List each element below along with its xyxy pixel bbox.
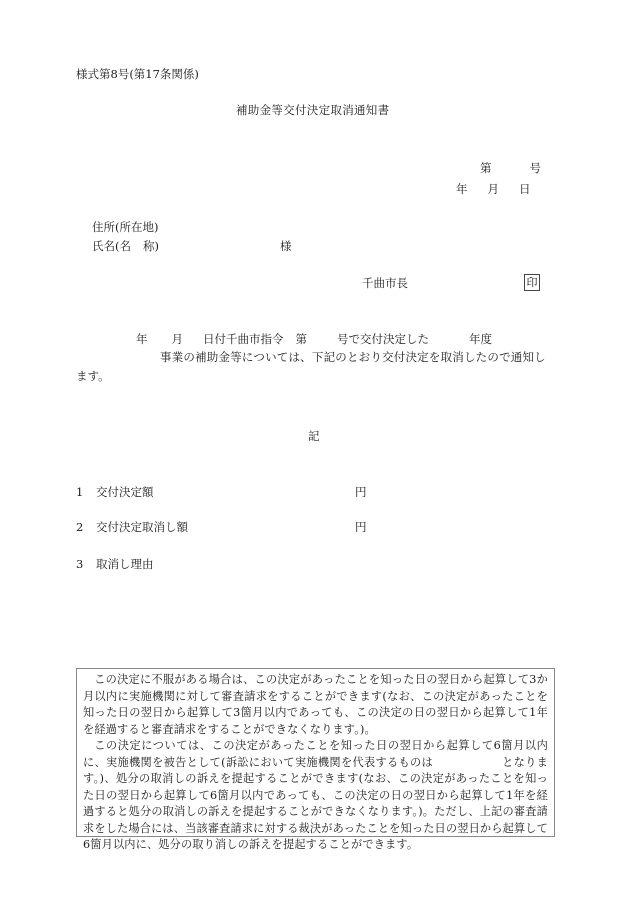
- issue-date-year: 年: [456, 182, 468, 196]
- recipient-address-label: 住所(所在地): [92, 220, 159, 234]
- item-grant-amount-unit: 円: [355, 485, 367, 499]
- body-fiscal-year: 年度: [469, 332, 492, 346]
- item-grant-amount: [76, 487, 154, 499]
- recipient-honorific: 様: [280, 239, 292, 253]
- body-dai: 第: [295, 332, 307, 346]
- item-label: 交付決定額: [96, 485, 154, 499]
- item-cancel-reason: [76, 559, 154, 571]
- body-year: 年: [136, 332, 148, 346]
- body-month: 月: [171, 332, 183, 346]
- name-label-part1: 氏名(名: [92, 239, 131, 253]
- reference-number-suffix: 号: [529, 161, 541, 175]
- recipient-name-label: [92, 241, 159, 253]
- issue-date-day: 日: [519, 182, 531, 196]
- item-cancelled-amount: [76, 522, 188, 534]
- issue-date-month: 月: [487, 182, 499, 196]
- appeal-notice-paragraph-1: この決定に不服がある場合は、この決定があったことを知った日の翌日から起算して3か月以内に実施機関に対して審査請求をすることができます(なお、この決定があったことを知った日の翌日から起算して3箇月以内であっても、この決定の日の翌日から起算して1年を経過すると審査請求をすることができなくなります。)。: [83, 673, 548, 736]
- seal-icon: 印: [524, 274, 540, 291]
- item-label: 取消し理由: [96, 557, 154, 571]
- appeal-notice-paragraph-2: この決定については、この決定があったことを知った日の翌日から起算して6箇月以内に、実施機関を被告として(訴訟において実施機関を代表するものは となります。)、処分の取消しの訴えを提起することができます(なお、この決定があったことを知った日の翌日から起算して6箇月以内であっても、この決定の日の翌日から起算して1年を経過すると処分の取消しの訴えを提起することができなくなります。)。ただし、上記の審査請求をした場合には、当該審査請求に対する裁決があったことを知った日の翌日から起算して6箇月以内に、処分の取り消しの訴えを提起することができます。: [83, 739, 548, 851]
- body-line-2: 事業の補助金等については、下記のとおり交付決定を取消したので通知し: [160, 350, 546, 364]
- issue-date: [456, 184, 531, 196]
- body-line-3: ます。: [76, 369, 110, 383]
- form-number: 様式第8号(第17条関係): [76, 67, 199, 81]
- item-label: 交付決定取消し額: [96, 520, 188, 534]
- document-title: 補助金等交付決定取消通知書: [236, 103, 390, 117]
- body-go-decided: 号で交付決定した: [337, 332, 429, 346]
- body-line-1: [136, 334, 492, 346]
- issuer-title: 千曲市長: [362, 276, 408, 290]
- appeal-notice-box: [76, 668, 555, 851]
- reference-number: [480, 163, 541, 175]
- body-date-order: 日付千曲市指令: [203, 332, 284, 346]
- item-cancelled-amount-unit: 円: [355, 520, 367, 534]
- reference-number-prefix: 第: [480, 161, 492, 175]
- item-number: 2: [76, 520, 84, 534]
- item-number: 3: [76, 557, 84, 571]
- item-number: 1: [76, 485, 84, 499]
- name-label-part2: 称): [143, 239, 159, 253]
- ki-heading: 記: [308, 429, 320, 443]
